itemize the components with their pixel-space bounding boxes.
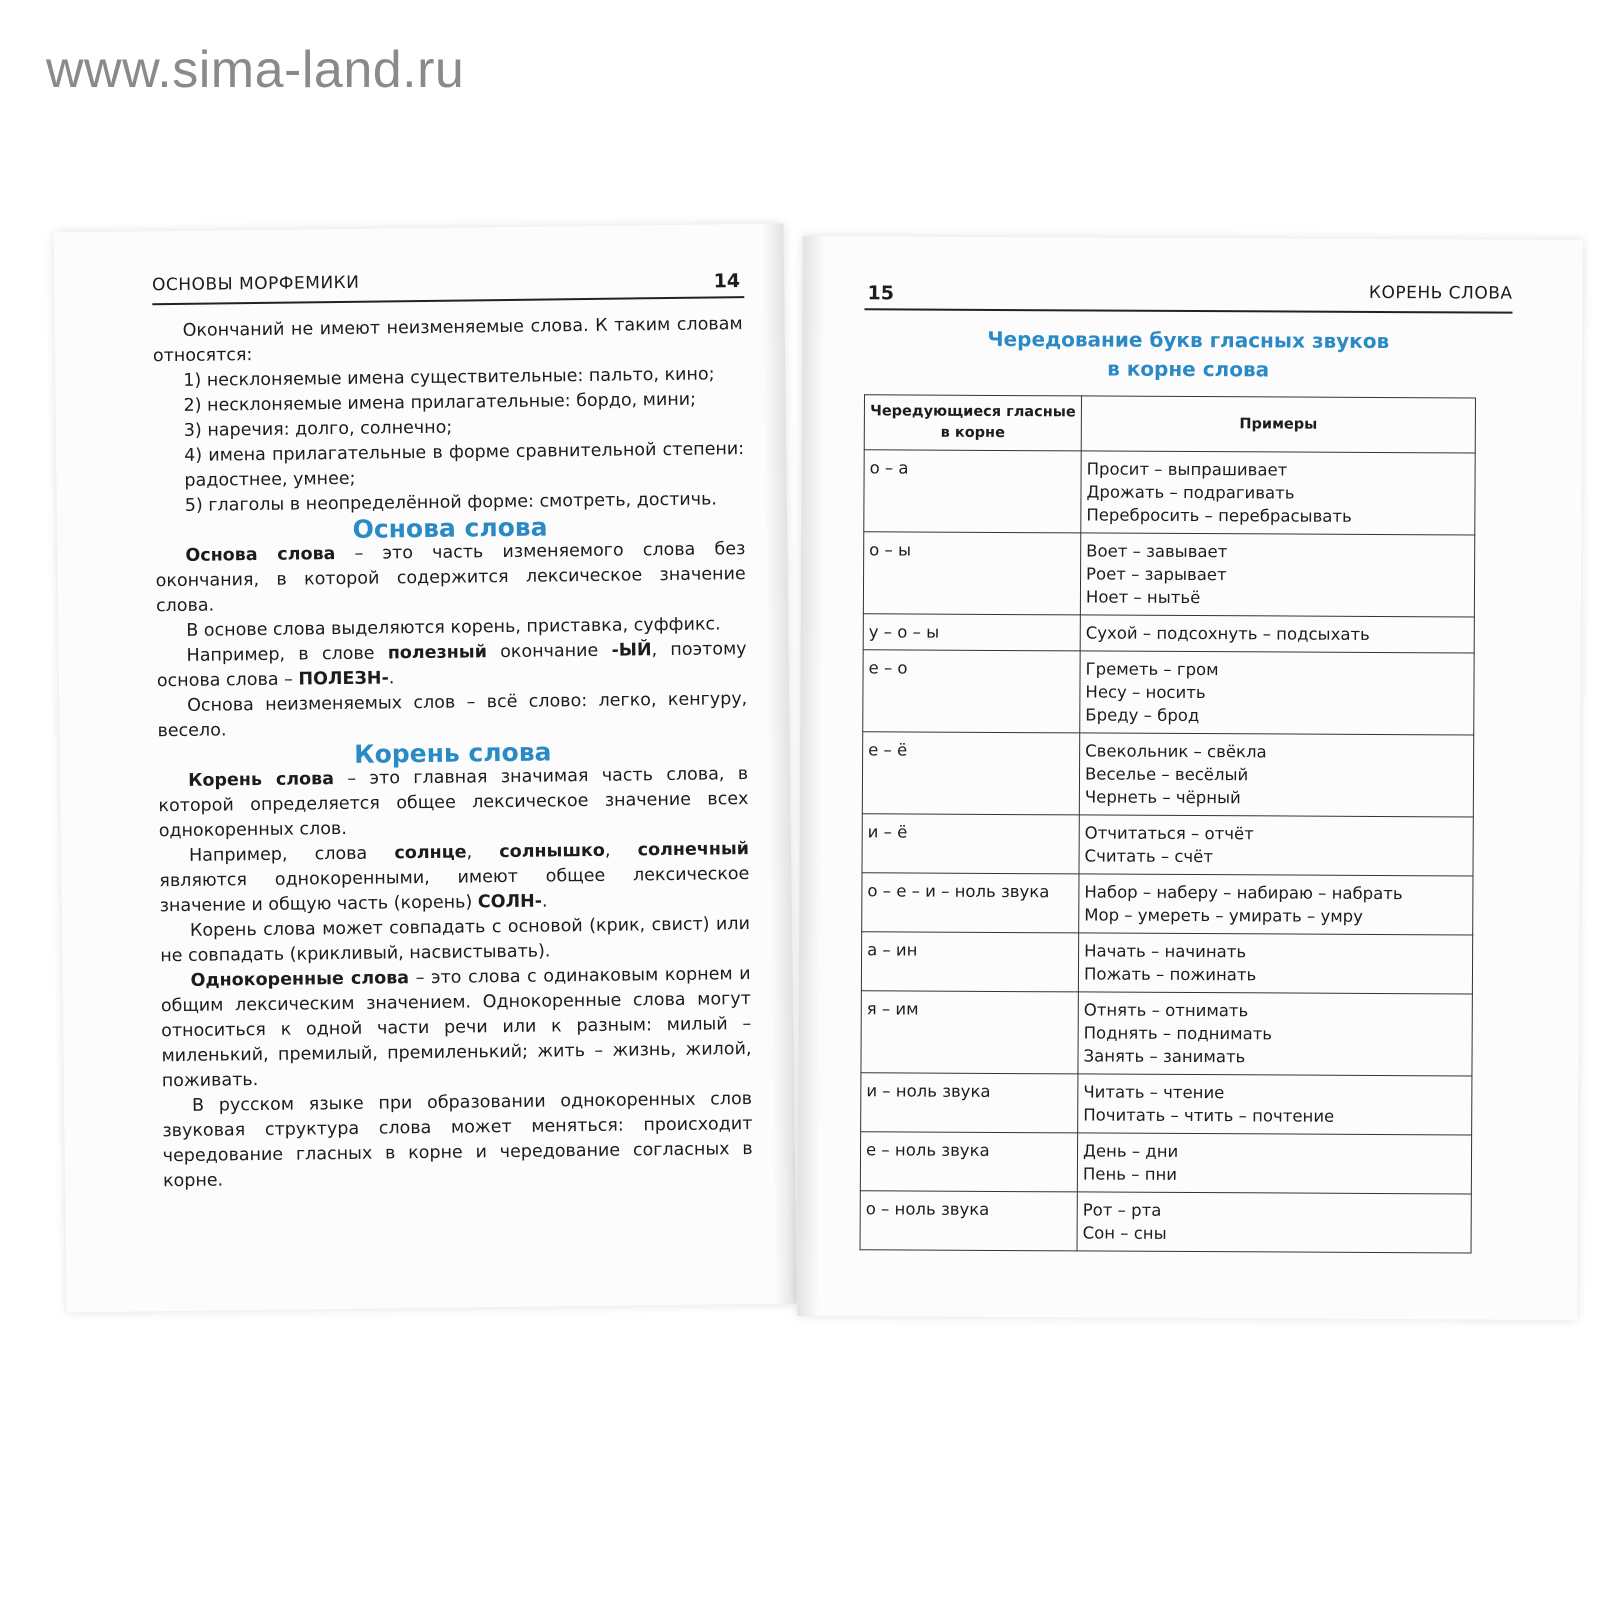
- examples-cell: [1081, 451, 1475, 535]
- table-row: [861, 932, 1472, 994]
- vowel-pair-cell: о – ы: [863, 532, 1080, 615]
- vowel-pair-cell: о – е – и – ноль звука: [862, 873, 1079, 933]
- table-row: [861, 991, 1472, 1076]
- example-line: Занять – занимать: [1083, 1046, 1246, 1067]
- example-line: Ноет – нытьё: [1085, 587, 1201, 608]
- term: Основа слова: [185, 544, 336, 566]
- example-line: Поднять – поднимать: [1083, 1023, 1273, 1044]
- table-header-row: [864, 395, 1475, 453]
- text: .: [541, 891, 548, 912]
- text: , поэтому основа слова –: [156, 639, 747, 692]
- definition-paragraph: [155, 537, 746, 619]
- example-line: Бреду – брод: [1085, 705, 1200, 726]
- examples-cell: [1079, 733, 1473, 817]
- vowel-pair-cell: и – ноль звука: [861, 1073, 1078, 1133]
- paragraph: Корень слова может совпадать с основой (крик, свист) или не совпадать (крикливый, насвистывать).: [160, 914, 751, 967]
- table-row: [863, 614, 1474, 653]
- example-line: Читать – чтение: [1083, 1082, 1225, 1103]
- list-item: 1) несклоняемые имена существительные: пальто, кино;: [183, 364, 715, 391]
- examples-cell: [1079, 815, 1473, 876]
- example-line: Почитать – чтить – почтение: [1083, 1105, 1335, 1126]
- running-head: КОРЕНЬ СЛОВА: [1368, 282, 1513, 304]
- table-row: [861, 1073, 1472, 1135]
- examples-cell: [1079, 874, 1473, 935]
- table-body: [860, 450, 1475, 1253]
- vowel-pair-cell: о – ноль звука: [860, 1191, 1077, 1251]
- watermark-url: www.sima-land.ru: [46, 41, 465, 99]
- example-line: Веселье – весёлый: [1084, 764, 1249, 785]
- definition-paragraph: [158, 762, 749, 844]
- term: ПОЛЕЗН-: [298, 668, 389, 690]
- examples-cell: [1080, 533, 1474, 617]
- list-item: 5) глаголы в неопределённой форме: смотреть, достичь.: [184, 489, 718, 516]
- example-line: Сухой – подсохнуть – подсыхать: [1085, 623, 1370, 644]
- left-page: [53, 224, 796, 1313]
- section-heading: Корень слова: [354, 737, 552, 769]
- table-row: [862, 873, 1473, 935]
- example-line: Пожать – пожинать: [1083, 964, 1257, 985]
- example-line: Начать – начинать: [1084, 941, 1247, 962]
- column-header: Примеры: [1081, 396, 1475, 453]
- term: Корень слова: [188, 769, 335, 791]
- right-page: [797, 236, 1583, 1320]
- examples-cell: [1078, 1074, 1472, 1135]
- vowel-pair-cell: е – о: [863, 650, 1080, 733]
- example-line: Воет – завывает: [1086, 541, 1228, 562]
- examples-cell: [1078, 992, 1472, 1076]
- table-row: [862, 732, 1473, 817]
- example-line: Перебросить – перебрасывать: [1086, 505, 1352, 526]
- term: солнышко: [499, 840, 606, 863]
- vowel-pair-cell: е – ё: [862, 732, 1079, 815]
- example-line: День – дни: [1082, 1141, 1179, 1161]
- definition-text: – это слова с одинаковым корнем и общим лексическим значением. Однокоренные слова могут относиться к одной части речи или к разным:: [160, 964, 751, 1042]
- term: солнце: [394, 842, 467, 864]
- page-number: 15: [867, 282, 895, 305]
- header-rule: [864, 308, 1512, 313]
- text: являются однокоренными, имеют общее лексическое значение и общую часть (корень): [159, 864, 750, 917]
- paragraph: В основе слова выделяются корень, приставка, суффикс.: [186, 614, 721, 641]
- table-row: [860, 1132, 1471, 1194]
- example-line: Роет – зарывает: [1086, 564, 1227, 585]
- example-line: Рот – рта: [1082, 1200, 1162, 1220]
- example-line: Свекольник – свёкла: [1085, 741, 1267, 762]
- example-paragraph: [156, 637, 747, 694]
- list-item: 3) наречия: долго, солнечно;: [183, 417, 453, 441]
- table-row: [864, 450, 1475, 535]
- term: солнечный: [637, 839, 750, 861]
- example-line: Отнять – отнимать: [1083, 1000, 1249, 1021]
- page-number: 14: [713, 270, 741, 293]
- example-line: Пень – пни: [1082, 1164, 1178, 1184]
- column-header: Чередующиеся гласные в корне: [864, 395, 1081, 451]
- term: -ЫЙ: [611, 640, 652, 661]
- paragraph: Окончаний не имеют неизменяемые слова. К таким словам относятся:: [152, 314, 743, 367]
- text: ,: [466, 842, 500, 863]
- text: .: [388, 668, 395, 689]
- example-line: Отчитаться – отчёт: [1084, 823, 1254, 844]
- text: ,: [604, 840, 638, 861]
- table-row: [862, 814, 1473, 876]
- vowel-pair-cell: я – им: [861, 991, 1078, 1074]
- alternation-table: [860, 394, 1476, 1253]
- examples-cell: [1077, 1192, 1471, 1253]
- term: Однокоренные слова: [190, 968, 410, 991]
- table-row: [860, 1191, 1471, 1253]
- example-line: Греметь – гром: [1085, 659, 1219, 680]
- examples-cell: [1080, 615, 1474, 653]
- example-line: Просит – выпрашивает: [1086, 459, 1288, 480]
- vowel-pair-cell: е – ноль звука: [860, 1132, 1077, 1192]
- examples-cell: [1080, 651, 1474, 735]
- table-title-line: Чередование букв гласных звуков: [987, 326, 1390, 354]
- example-line: Несу – носить: [1085, 682, 1206, 703]
- text: Например, в слове: [186, 643, 388, 666]
- example-line: Набор – наберу – набираю – набрать: [1084, 882, 1403, 904]
- vowel-pair-cell: и – ё: [862, 814, 1079, 874]
- definition-text: – это главная значимая часть слова, в которой определяется общее лексическое значение всех однокоренных слов.: [158, 764, 749, 842]
- list-item: 4) имена прилагательные в форме сравнительной степени: радостнее, умнее;: [184, 439, 745, 491]
- term: СОЛН-: [477, 891, 543, 913]
- example-paragraph: [159, 837, 750, 919]
- paragraph: Основа неизменяемых слов – всё слово: легко, кенгуру, весело.: [157, 689, 748, 742]
- left-text-column: [152, 312, 753, 1194]
- example-words: милый – миленький, премилый, премиленький; жить – жизнь, жилой, поживать.: [161, 1014, 752, 1092]
- header-rule: [152, 296, 744, 305]
- example-line: Мор – умереть – умирать – умру: [1084, 905, 1363, 926]
- definition-text: – это часть изменяемого слова без окончания, в которой содержится лексическое значение слова.: [155, 539, 746, 617]
- table-row: [863, 532, 1474, 617]
- table-title-line: в корне слова: [1107, 356, 1270, 382]
- vowel-pair-cell: у – о – ы: [863, 614, 1080, 651]
- examples-cell: [1077, 1133, 1471, 1194]
- running-head: ОСНОВЫ МОРФЕМИКИ: [151, 272, 360, 296]
- example-line: Дрожать – подрагивать: [1086, 482, 1295, 503]
- example-line: Считать – счёт: [1084, 846, 1214, 867]
- section-heading: Основа слова: [352, 512, 548, 544]
- vowel-pair-cell: а – ин: [861, 932, 1078, 992]
- table-title: [864, 324, 1512, 385]
- paragraph: В русском языке при образовании однокоренных слов звуковая структура слова может меняться: происходит чередование гласных в корне и чередование согласных в корне.: [162, 1089, 753, 1192]
- vowel-pair-cell: о – а: [864, 450, 1081, 533]
- examples-cell: [1078, 933, 1472, 994]
- text: Например, слова: [188, 843, 395, 866]
- table-row: [863, 650, 1474, 735]
- term: полезный: [387, 642, 488, 664]
- text: окончание: [486, 640, 612, 663]
- example-line: Сон – сны: [1082, 1223, 1167, 1243]
- list-item: 2) несклоняемые имена прилагательные: бордо, мини;: [183, 389, 697, 416]
- example-line: Чернеть – чёрный: [1084, 787, 1241, 808]
- definition-paragraph: [160, 962, 751, 1094]
